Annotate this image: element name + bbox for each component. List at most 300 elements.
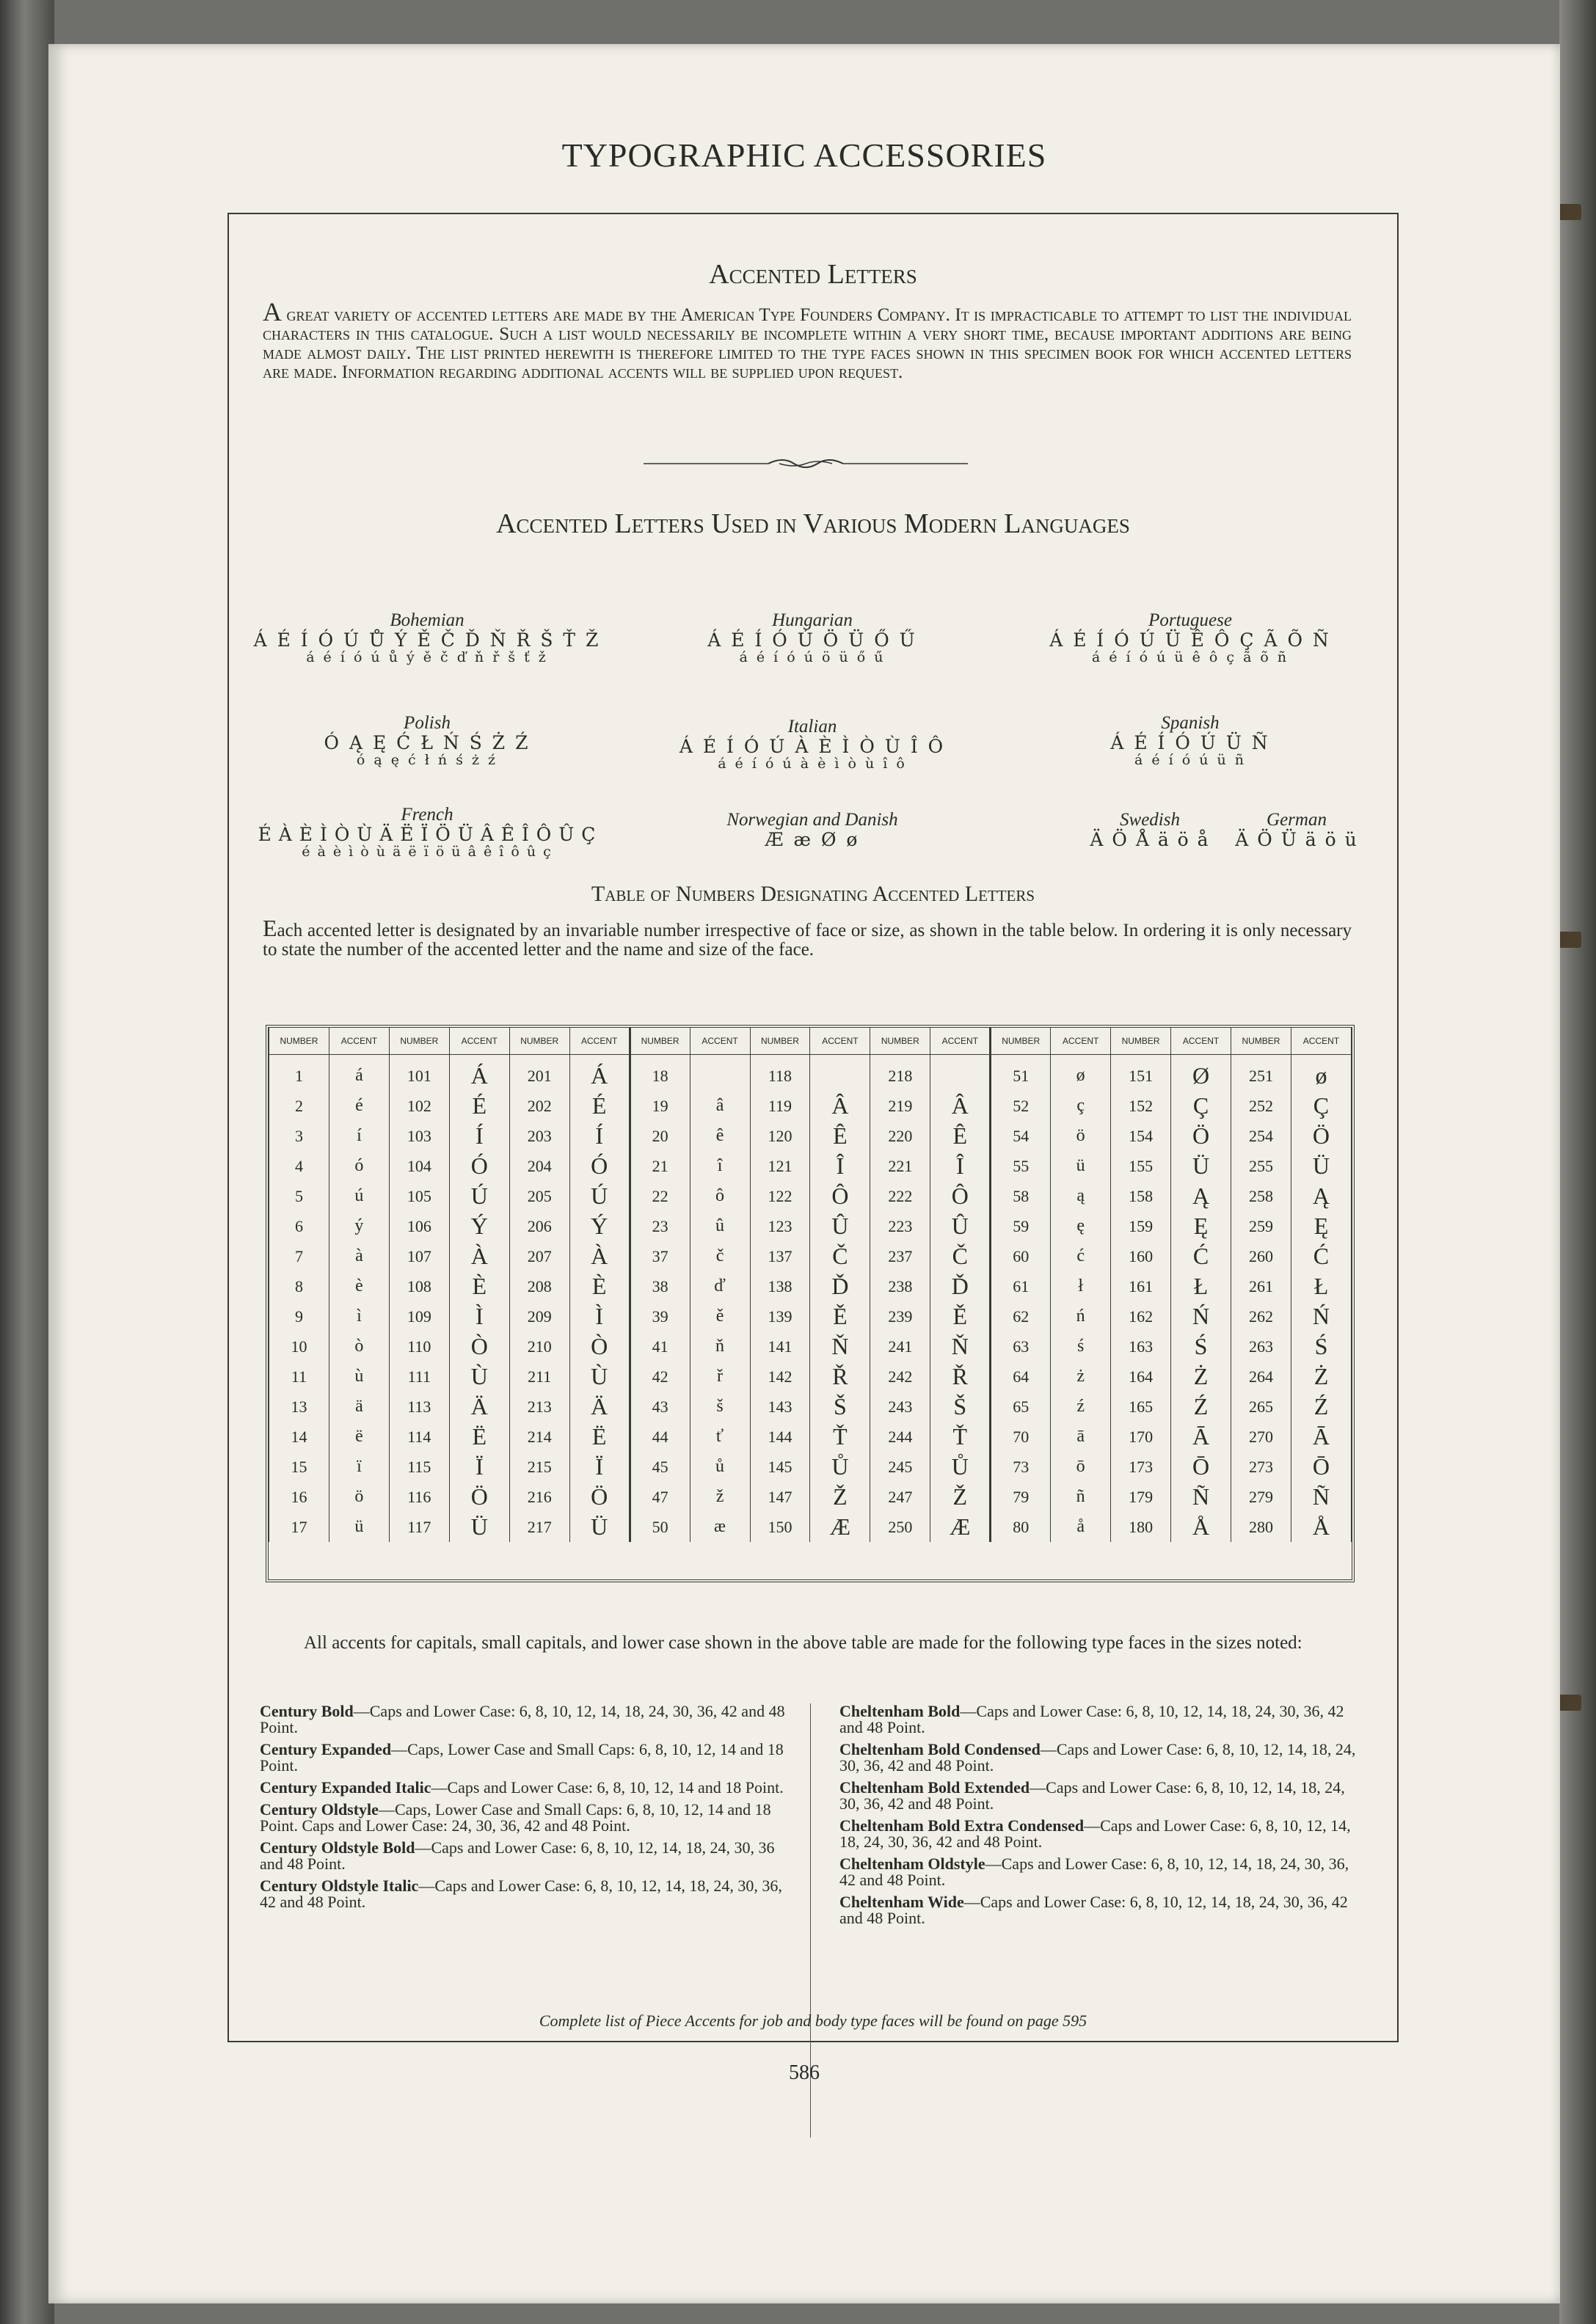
type-face-entry bbox=[260, 1703, 788, 1736]
table-cell-accent: Ó bbox=[449, 1151, 509, 1181]
table-cell-accent: Ó bbox=[569, 1151, 630, 1181]
table-cell-accent: Ō bbox=[1171, 1452, 1231, 1482]
table-cell-number: 165 bbox=[1111, 1392, 1171, 1422]
table-cell-number: 51 bbox=[991, 1055, 1051, 1092]
table-cell-accent: Ü bbox=[1291, 1151, 1351, 1181]
type-face-sizes: —Caps and Lower Case: 6, 8, 10, 12, 14, 18, 24, 30, 36, 42 and 48 Point. bbox=[839, 1740, 1356, 1775]
type-face-sizes: —Caps and Lower Case: 6, 8, 10, 12, 14, 18, 24, 30, 36, 42 and 48 Point. bbox=[839, 1778, 1345, 1813]
table-cell-accent: Ä bbox=[449, 1392, 509, 1422]
table-cell-accent: Ë bbox=[569, 1422, 630, 1452]
column-header-number: NUMBER bbox=[750, 1028, 810, 1055]
table-cell-accent: Ö bbox=[569, 1482, 630, 1512]
table-cell-accent: ö bbox=[329, 1482, 389, 1512]
table-cell-accent: Č bbox=[930, 1241, 991, 1271]
lang-name: German bbox=[1267, 810, 1327, 830]
lang-bohemian bbox=[251, 610, 603, 665]
thumb-tab bbox=[1556, 1695, 1581, 1711]
table-cell-accent: Ď bbox=[810, 1271, 870, 1301]
table-cell-number: 118 bbox=[750, 1055, 810, 1092]
lang-french bbox=[236, 805, 618, 859]
table-cell-number: 154 bbox=[1111, 1121, 1171, 1151]
table-cell-number: 213 bbox=[509, 1392, 569, 1422]
table-cell-accent: Š bbox=[930, 1392, 991, 1422]
table-cell-accent: ā bbox=[1051, 1422, 1111, 1452]
table-cell-number: 42 bbox=[630, 1362, 690, 1392]
table-cell-accent: Í bbox=[449, 1121, 509, 1151]
table-intro-text: ach accented letter is designated by an invariable number irrespective of face or size, as shown in the table below. In ordering it is only necessary to state the number of the accented letter and the name and size of the face. bbox=[263, 921, 1352, 960]
table-row bbox=[269, 1211, 1352, 1241]
table-row bbox=[269, 1362, 1352, 1392]
table-cell-number: 238 bbox=[870, 1271, 930, 1301]
table-cell-number: 155 bbox=[1111, 1151, 1171, 1181]
table-cell-accent: æ bbox=[690, 1512, 750, 1542]
table-cell-number: 18 bbox=[630, 1055, 690, 1092]
table-row bbox=[269, 1121, 1352, 1151]
table-cell-accent: Ê bbox=[930, 1121, 991, 1151]
table-cell-number: 218 bbox=[870, 1055, 930, 1092]
table-cell-accent: ä bbox=[329, 1392, 389, 1422]
table-cell-accent bbox=[930, 1055, 991, 1092]
table-cell-accent: ů bbox=[690, 1452, 750, 1482]
table-cell-number: 208 bbox=[509, 1271, 569, 1301]
table-cell-accent: Ë bbox=[449, 1422, 509, 1452]
table-cell-number: 219 bbox=[870, 1091, 930, 1121]
table-cell-number: 80 bbox=[991, 1512, 1051, 1542]
table-cell-accent bbox=[810, 1055, 870, 1092]
table-row bbox=[269, 1271, 1352, 1301]
table-cell-number: 9 bbox=[269, 1301, 329, 1331]
table-cell-number: 6 bbox=[269, 1211, 329, 1241]
column-header-number: NUMBER bbox=[389, 1028, 449, 1055]
column-header-number: NUMBER bbox=[991, 1028, 1051, 1055]
table-cell-accent: Ł bbox=[1291, 1271, 1351, 1301]
table-cell-accent: Ú bbox=[569, 1181, 630, 1211]
lang-lower: é à è ì ò ù ä ë ï ö ü â ê î ô û ç bbox=[302, 844, 553, 860]
lang-norwegian-danish bbox=[647, 810, 977, 849]
table-cell-accent: ś bbox=[1051, 1331, 1111, 1362]
table-title: Table of Numbers Designating Accented Letters bbox=[591, 882, 1035, 906]
table-cell-accent: Ā bbox=[1291, 1422, 1351, 1452]
lang-name: Hungarian bbox=[772, 610, 853, 630]
table-cell-accent: Ô bbox=[930, 1181, 991, 1211]
table-cell-number: 14 bbox=[269, 1422, 329, 1452]
table-cell-number: 113 bbox=[389, 1392, 449, 1422]
table-cell-accent: Ť bbox=[810, 1422, 870, 1452]
lang-upper: Ó Ą Ę Ć Ł Ń Ś Ż Ź bbox=[324, 732, 531, 753]
table-cell-accent: Ý bbox=[569, 1211, 630, 1241]
table-cell-accent: Æ bbox=[930, 1512, 991, 1542]
table-cell-number: 222 bbox=[870, 1181, 930, 1211]
table-cell-number: 16 bbox=[269, 1482, 329, 1512]
lang-name: Norwegian and Danish bbox=[726, 810, 898, 830]
table-cell-accent: Û bbox=[930, 1211, 991, 1241]
table-cell-accent: Ć bbox=[1171, 1241, 1231, 1271]
lang-lower: ó ą ę ć ł ń ś ż ź bbox=[356, 752, 498, 768]
table-cell-accent: ñ bbox=[1051, 1482, 1111, 1512]
table-cell-accent: ď bbox=[690, 1271, 750, 1301]
table-cell-number: 102 bbox=[389, 1091, 449, 1121]
table-cell-accent: Ć bbox=[1291, 1241, 1351, 1271]
table-cell-accent: Ź bbox=[1291, 1392, 1351, 1422]
table-cell-accent: Ń bbox=[1291, 1301, 1351, 1331]
table-cell-accent bbox=[690, 1055, 750, 1092]
table-cell-number: 214 bbox=[509, 1422, 569, 1452]
table-cell-number: 22 bbox=[630, 1181, 690, 1211]
table-cell-number: 147 bbox=[750, 1482, 810, 1512]
type-face-sizes: —Caps and Lower Case: 6, 8, 10, 12, 14, 18, 24, 30, 36, 42 and 48 Point. bbox=[260, 1702, 785, 1736]
table-cell-number: 265 bbox=[1231, 1392, 1291, 1422]
table-cell-number: 54 bbox=[991, 1121, 1051, 1151]
table-cell-number: 252 bbox=[1231, 1091, 1291, 1121]
lang-upper: Ä Ö Ü ä ö ü bbox=[1235, 829, 1358, 850]
table-cell-number: 3 bbox=[269, 1121, 329, 1151]
table-cell-accent: ô bbox=[690, 1181, 750, 1211]
type-face-sizes: —Caps and Lower Case: 6, 8, 10, 12, 14, 18, 24, 30, 36, 42 and 48 Point. bbox=[839, 1816, 1351, 1851]
table-cell-accent: Í bbox=[569, 1121, 630, 1151]
thumb-tab bbox=[1556, 204, 1581, 220]
table-cell-accent: ó bbox=[329, 1151, 389, 1181]
intro-text: great variety of accented letters are made by the American Type Founders Company. It is impracticable to attempt to list the individual characters in this catalogue. Such a list would necessarily be incomplete within a very short time, because important additions are being made almost daily. The list printed herewith is therefore limited to the type faces shown in this specimen book for which accented letters are made. Information regarding additional accents will be supplied upon request. bbox=[263, 305, 1352, 382]
table-cell-number: 73 bbox=[991, 1452, 1051, 1482]
lang-polish bbox=[288, 713, 566, 767]
table-cell-number: 259 bbox=[1231, 1211, 1291, 1241]
table-cell-accent: Ř bbox=[810, 1362, 870, 1392]
table-cell-accent: Ç bbox=[1291, 1091, 1351, 1121]
table-cell-number: 50 bbox=[630, 1512, 690, 1542]
type-face-name: Century Oldstyle Italic bbox=[260, 1877, 419, 1895]
type-face-sizes: —Caps and Lower Case: 6, 8, 10, 12, 14, 18, 24, 30, 36 and 48 Point. bbox=[260, 1838, 775, 1873]
table-cell-accent: ò bbox=[329, 1331, 389, 1362]
table-cell-number: 273 bbox=[1231, 1452, 1291, 1482]
ornament-rule bbox=[644, 456, 968, 471]
table-cell-accent: Š bbox=[810, 1392, 870, 1422]
table-cell-accent: Ö bbox=[1291, 1121, 1351, 1151]
table-cell-number: 180 bbox=[1111, 1512, 1171, 1542]
type-face-entry bbox=[839, 1703, 1368, 1736]
table-cell-number: 116 bbox=[389, 1482, 449, 1512]
table-cell-accent: ź bbox=[1051, 1392, 1111, 1422]
table-cell-accent: à bbox=[329, 1241, 389, 1271]
table-cell-number: 255 bbox=[1231, 1151, 1291, 1181]
page-number: 586 bbox=[789, 2061, 820, 2084]
table-cell-number: 179 bbox=[1111, 1482, 1171, 1512]
table-row bbox=[269, 1392, 1352, 1422]
lang-upper: Á É Í Ó Ú À È Ì Ò Ù Î Ô bbox=[679, 736, 946, 757]
table-cell-accent: å bbox=[1051, 1512, 1111, 1542]
table-cell-accent: Ò bbox=[449, 1331, 509, 1362]
table-cell-accent: Ō bbox=[1291, 1452, 1351, 1482]
lang-portuguese bbox=[1007, 610, 1374, 665]
table-cell-accent: Ż bbox=[1291, 1362, 1351, 1392]
lang-lower: á é í ó ú à è ì ò ù î ô bbox=[718, 756, 907, 772]
table-cell-accent: č bbox=[690, 1241, 750, 1271]
lang-upper: Á É Í Ó Ú Ü Ñ bbox=[1110, 732, 1270, 753]
table-cell-accent: ç bbox=[1051, 1091, 1111, 1121]
languages-title: Accented Letters Used in Various Modern Languages bbox=[496, 508, 1130, 539]
type-face-entry bbox=[260, 1802, 788, 1834]
lang-spanish bbox=[1007, 713, 1374, 767]
table-cell-number: 216 bbox=[509, 1482, 569, 1512]
table-cell-accent: Ę bbox=[1291, 1211, 1351, 1241]
table-cell-accent: Á bbox=[569, 1055, 630, 1092]
content-frame bbox=[227, 213, 1399, 2042]
table-cell-accent: è bbox=[329, 1271, 389, 1301]
table-cell-number: 11 bbox=[269, 1362, 329, 1392]
table-cell-number: 79 bbox=[991, 1482, 1051, 1512]
column-header-accent: ACCENT bbox=[569, 1028, 630, 1055]
table-cell-number: 65 bbox=[991, 1392, 1051, 1422]
table-cell-number: 105 bbox=[389, 1181, 449, 1211]
table-cell-number: 63 bbox=[991, 1331, 1051, 1362]
table-cell-accent: ö bbox=[1051, 1121, 1111, 1151]
table-cell-accent: Ú bbox=[449, 1181, 509, 1211]
table-intro-paragraph bbox=[263, 915, 1352, 960]
type-face-entry bbox=[260, 1780, 788, 1796]
lang-swedish bbox=[1080, 810, 1220, 849]
table-cell-accent: ù bbox=[329, 1362, 389, 1392]
table-cell-number: 173 bbox=[1111, 1452, 1171, 1482]
table-cell-accent: Ö bbox=[449, 1482, 509, 1512]
table-cell-accent: À bbox=[449, 1241, 509, 1271]
table-cell-number: 70 bbox=[991, 1422, 1051, 1452]
lang-lower: á é í ó ú ü ñ bbox=[1134, 752, 1247, 768]
type-face-entry bbox=[839, 1780, 1368, 1812]
table-cell-number: 250 bbox=[870, 1512, 930, 1542]
table-cell-number: 47 bbox=[630, 1482, 690, 1512]
table-cell-accent: Ł bbox=[1171, 1271, 1231, 1301]
lang-name: Italian bbox=[787, 717, 837, 737]
table-cell-accent: Î bbox=[810, 1151, 870, 1181]
column-header-accent: ACCENT bbox=[449, 1028, 509, 1055]
table-cell-number: 242 bbox=[870, 1362, 930, 1392]
table-cell-number: 39 bbox=[630, 1301, 690, 1331]
page-edges bbox=[1559, 0, 1596, 2324]
table-cell-number: 52 bbox=[991, 1091, 1051, 1121]
table-cell-number: 101 bbox=[389, 1055, 449, 1092]
table-cell-number: 122 bbox=[750, 1181, 810, 1211]
table-cell-accent: ü bbox=[1051, 1151, 1111, 1181]
table-cell-number: 109 bbox=[389, 1301, 449, 1331]
table-cell-number: 161 bbox=[1111, 1271, 1171, 1301]
table-cell-number: 162 bbox=[1111, 1301, 1171, 1331]
table-cell-number: 110 bbox=[389, 1331, 449, 1362]
table-cell-number: 64 bbox=[991, 1362, 1051, 1392]
dropcap: A bbox=[263, 297, 282, 326]
lang-upper: Á É Í Ó Ú Ö Ü Ő Ű bbox=[707, 629, 917, 651]
table-cell-accent: ń bbox=[1051, 1301, 1111, 1331]
table-cell-number: 247 bbox=[870, 1482, 930, 1512]
table-cell-accent: Ů bbox=[810, 1452, 870, 1482]
table-cell-number: 207 bbox=[509, 1241, 569, 1271]
table-cell-number: 120 bbox=[750, 1121, 810, 1151]
table-cell-number: 202 bbox=[509, 1091, 569, 1121]
column-header-number: NUMBER bbox=[1111, 1028, 1171, 1055]
table-cell-number: 114 bbox=[389, 1422, 449, 1452]
lang-italian bbox=[647, 717, 977, 771]
table-cell-accent: ý bbox=[329, 1211, 389, 1241]
accent-table bbox=[269, 1028, 1352, 1542]
table-cell-accent: Ì bbox=[569, 1301, 630, 1331]
table-cell-accent: ž bbox=[690, 1482, 750, 1512]
table-cell-number: 62 bbox=[991, 1301, 1051, 1331]
type-face-entry bbox=[839, 1742, 1368, 1774]
table-cell-accent: ü bbox=[329, 1512, 389, 1542]
table-row bbox=[269, 1151, 1352, 1181]
table-cell-number: 115 bbox=[389, 1452, 449, 1482]
accent-number-table bbox=[266, 1025, 1355, 1582]
table-cell-number: 279 bbox=[1231, 1482, 1291, 1512]
table-cell-accent: û bbox=[690, 1211, 750, 1241]
table-cell-number: 117 bbox=[389, 1512, 449, 1542]
table-cell-number: 239 bbox=[870, 1301, 930, 1331]
table-cell-number: 201 bbox=[509, 1055, 569, 1092]
table-cell-number: 107 bbox=[389, 1241, 449, 1271]
column-header-accent: ACCENT bbox=[810, 1028, 870, 1055]
table-row bbox=[269, 1331, 1352, 1362]
table-cell-number: 60 bbox=[991, 1241, 1051, 1271]
type-face-name: Cheltenham Bold Extended bbox=[839, 1778, 1030, 1797]
table-cell-number: 264 bbox=[1231, 1362, 1291, 1392]
table-cell-number: 217 bbox=[509, 1512, 569, 1542]
table-cell-number: 4 bbox=[269, 1151, 329, 1181]
table-cell-accent: Ż bbox=[1171, 1362, 1231, 1392]
table-cell-number: 211 bbox=[509, 1362, 569, 1392]
lang-name: Spanish bbox=[1161, 713, 1220, 733]
table-cell-number: 204 bbox=[509, 1151, 569, 1181]
table-cell-number: 209 bbox=[509, 1301, 569, 1331]
table-cell-accent: Á bbox=[449, 1055, 509, 1092]
table-cell-accent: É bbox=[569, 1091, 630, 1121]
table-cell-accent: Ě bbox=[810, 1301, 870, 1331]
column-header-number: NUMBER bbox=[870, 1028, 930, 1055]
table-cell-accent: Ę bbox=[1171, 1211, 1231, 1241]
table-cell-accent: Î bbox=[930, 1151, 991, 1181]
table-cell-accent: Ň bbox=[810, 1331, 870, 1362]
column-header-accent: ACCENT bbox=[1171, 1028, 1231, 1055]
table-cell-number: 163 bbox=[1111, 1331, 1171, 1362]
table-cell-number: 2 bbox=[269, 1091, 329, 1121]
table-cell-number: 121 bbox=[750, 1151, 810, 1181]
table-cell-number: 139 bbox=[750, 1301, 810, 1331]
table-cell-accent: ō bbox=[1051, 1452, 1111, 1482]
lang-lower: á é í ó ú ö ü ő ű bbox=[739, 649, 886, 665]
column-header-accent: ACCENT bbox=[1051, 1028, 1111, 1055]
table-cell-number: 215 bbox=[509, 1452, 569, 1482]
table-cell-accent: ø bbox=[1291, 1055, 1351, 1092]
table-cell-accent: Ř bbox=[930, 1362, 991, 1392]
intro-paragraph bbox=[263, 297, 1352, 382]
table-cell-number: 123 bbox=[750, 1211, 810, 1241]
lang-upper: É À È Ì Ò Ù Ä Ë Ï Ö Ü Â Ê Î Ô Û Ç bbox=[258, 824, 597, 845]
column-header-accent: ACCENT bbox=[690, 1028, 750, 1055]
type-face-sizes: —Caps, Lower Case and Small Caps: 6, 8, 10, 12, 14 and 18 Point. bbox=[260, 1740, 784, 1775]
table-cell-number: 237 bbox=[870, 1241, 930, 1271]
lang-name: Bohemian bbox=[390, 610, 464, 630]
table-cell-number: 251 bbox=[1231, 1055, 1291, 1092]
table-cell-accent: ť bbox=[690, 1422, 750, 1452]
table-cell-accent: â bbox=[690, 1091, 750, 1121]
type-face-entry bbox=[260, 1878, 788, 1910]
table-cell-accent: š bbox=[690, 1392, 750, 1422]
table-cell-number: 159 bbox=[1111, 1211, 1171, 1241]
table-cell-accent: Ý bbox=[449, 1211, 509, 1241]
section-title: Accented Letters bbox=[709, 259, 917, 290]
table-cell-accent: Ò bbox=[569, 1331, 630, 1362]
type-face-sizes: —Caps and Lower Case: 6, 8, 10, 12, 14, 18, 24, 30, 36, 42 and 48 Point. bbox=[260, 1877, 782, 1911]
table-cell-number: 170 bbox=[1111, 1422, 1171, 1452]
table-cell-number: 150 bbox=[750, 1512, 810, 1542]
table-cell-number: 244 bbox=[870, 1422, 930, 1452]
table-cell-accent: Ô bbox=[810, 1181, 870, 1211]
table-cell-accent: í bbox=[329, 1121, 389, 1151]
table-row bbox=[269, 1301, 1352, 1331]
table-cell-accent: À bbox=[569, 1241, 630, 1271]
table-cell-accent: ì bbox=[329, 1301, 389, 1331]
table-cell-number: 44 bbox=[630, 1422, 690, 1452]
table-cell-number: 59 bbox=[991, 1211, 1051, 1241]
lang-upper: Æ æ Ø ø bbox=[765, 829, 860, 850]
lang-name: Swedish bbox=[1120, 810, 1180, 830]
table-cell-accent: Ö bbox=[1171, 1121, 1231, 1151]
type-face-entry bbox=[839, 1894, 1368, 1926]
table-cell-accent: Ê bbox=[810, 1121, 870, 1151]
table-cell-number: 5 bbox=[269, 1181, 329, 1211]
table-cell-number: 37 bbox=[630, 1241, 690, 1271]
table-cell-number: 206 bbox=[509, 1211, 569, 1241]
table-cell-number: 158 bbox=[1111, 1181, 1171, 1211]
lang-upper: Á É Í Ó Ú Ü Ê Ô Ç Ã Õ Ñ bbox=[1049, 629, 1331, 651]
table-cell-number: 1 bbox=[269, 1055, 329, 1092]
table-cell-number: 142 bbox=[750, 1362, 810, 1392]
table-cell-number: 241 bbox=[870, 1331, 930, 1362]
table-cell-number: 13 bbox=[269, 1392, 329, 1422]
table-cell-number: 260 bbox=[1231, 1241, 1291, 1271]
table-cell-number: 270 bbox=[1231, 1422, 1291, 1452]
lang-name: Polish bbox=[404, 713, 451, 733]
table-cell-number: 152 bbox=[1111, 1091, 1171, 1121]
table-cell-number: 38 bbox=[630, 1271, 690, 1301]
table-cell-accent: Ñ bbox=[1291, 1482, 1351, 1512]
table-cell-accent: ê bbox=[690, 1121, 750, 1151]
type-face-name: Cheltenham Bold Condensed bbox=[839, 1740, 1041, 1758]
table-cell-number: 141 bbox=[750, 1331, 810, 1362]
table-cell-number: 106 bbox=[389, 1211, 449, 1241]
table-cell-accent: é bbox=[329, 1091, 389, 1121]
type-face-name: Century Oldstyle bbox=[260, 1800, 379, 1819]
table-cell-accent: Ü bbox=[1171, 1151, 1231, 1181]
table-cell-number: 138 bbox=[750, 1271, 810, 1301]
table-cell-number: 43 bbox=[630, 1392, 690, 1422]
table-cell-number: 104 bbox=[389, 1151, 449, 1181]
table-cell-number: 45 bbox=[630, 1452, 690, 1482]
type-face-name: Century Expanded Italic bbox=[260, 1778, 431, 1797]
table-cell-accent: ć bbox=[1051, 1241, 1111, 1271]
table-cell-accent: ř bbox=[690, 1362, 750, 1392]
type-face-name: Century Oldstyle Bold bbox=[260, 1838, 415, 1857]
footnote: Complete list of Piece Accents for job and body type faces will be found on page 595 bbox=[539, 2011, 1087, 2030]
table-cell-accent: ł bbox=[1051, 1271, 1111, 1301]
column-header-accent: ACCENT bbox=[1291, 1028, 1351, 1055]
table-cell-accent: È bbox=[449, 1271, 509, 1301]
type-face-entry bbox=[260, 1840, 788, 1872]
table-cell-number: 243 bbox=[870, 1392, 930, 1422]
lang-name: French bbox=[401, 805, 453, 825]
table-row bbox=[269, 1241, 1352, 1271]
lang-hungarian bbox=[647, 610, 977, 665]
table-cell-accent: î bbox=[690, 1151, 750, 1181]
table-cell-accent: Ů bbox=[930, 1452, 991, 1482]
lang-name: Portuguese bbox=[1148, 610, 1232, 630]
